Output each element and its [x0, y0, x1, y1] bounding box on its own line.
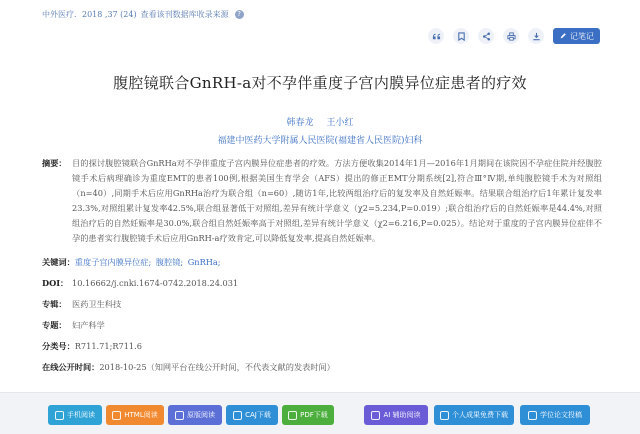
pdf-download-button[interactable]: [282, 405, 334, 425]
pdf-icon: [288, 411, 297, 420]
author-link[interactable]: 韩春龙: [286, 118, 314, 128]
original-read-label: 原版阅读: [187, 411, 215, 419]
doi-row: [42, 276, 602, 291]
graduation-cap-icon: [528, 411, 537, 420]
keyword-link[interactable]: GnRHa;: [187, 257, 221, 267]
mobile-read-button[interactable]: [48, 405, 102, 425]
journal-header: [42, 9, 244, 20]
html-read-label: HTML阅读: [124, 411, 158, 419]
abstract-label: 摘要：: [42, 158, 67, 168]
series-label: 专辑：: [42, 299, 67, 309]
help-icon[interactable]: ?: [235, 10, 244, 19]
take-note-label: 记笔记: [570, 31, 594, 41]
personal-download-button[interactable]: [434, 405, 514, 425]
thesis-submit-label: 学位论文投稿: [540, 411, 582, 419]
series-value: 医药卫生科技: [72, 299, 122, 309]
class-value: R711.71;R711.6: [74, 341, 142, 351]
mobile-read-label: 手机阅读: [67, 411, 95, 419]
html-read-button[interactable]: [106, 405, 164, 425]
topic-value: 妇产科学: [72, 320, 105, 330]
article-toolbar: [428, 28, 600, 44]
doi-label: DOI：: [42, 278, 69, 288]
doi-value: 10.16662/j.cnki.1674-0742.2018.24.031: [72, 278, 239, 288]
ai-read-label: AI 辅助阅读: [383, 411, 421, 419]
online-date-label: 在线公开时间：: [42, 362, 100, 372]
author-link[interactable]: 王小红: [326, 118, 354, 128]
keyword-link[interactable]: 腹腔镜;: [155, 257, 184, 267]
series-row: [42, 297, 602, 312]
pdf-download-label: PDF下载: [300, 411, 328, 419]
affiliation-link[interactable]: 福建中医药大学附属人民医院(福建省人民医院)妇科: [217, 136, 423, 146]
download-icon[interactable]: [528, 28, 544, 44]
class-row: [42, 339, 602, 354]
abstract-row: [42, 156, 602, 246]
caj-download-button[interactable]: [226, 405, 278, 425]
journal-info[interactable]: 中外医疗．2018 ,37 (24): [42, 10, 137, 19]
author-list: [0, 115, 640, 128]
bookmark-icon[interactable]: [453, 28, 469, 44]
note-icon: [559, 32, 567, 40]
personal-download-label: 个人成果免费下载: [452, 411, 508, 419]
caj-download-label: CAJ下载: [245, 411, 271, 419]
abstract-text: 目的探讨腹腔镜联合GnRHa对不孕伴重度子宫内膜异位症患者的疗效。方法方便收集2014年1月—2016年1月期间在该院因不孕症住院并经腹腔镜手术后病理确诊为重度EMT的患者100例,根据美国生育学会（AFS）提出的修正EMT分期系统[2],符合Ⅲ°Ⅳ期,单纯腹腔镜手术为对照组（n=40）,同期手术后应用GnRHa治疗为联合组（n=60）,随访1年,比较两组治疗后的复发率及自然妊娠率。结果联合组治疗后1年累计复发率23.3%,对照组累计复发率42.5%,联合组显著低于对照组,差异有统计学意义（χ2=5.234,P=0.019）;联合组治疗后的自然妊娠率是44.4%,对照组治疗后的自然妊娠率是30.0%,联合组自然妊娠率高于对照组,差异有统计学意义（χ2=6.216,P=0.025）。结论对于重度的子宫内膜异位症伴不孕的患者实行腹腔镜手术后应用GnRH-a疗效肯定,可以降低复发率,提高自然妊娠率。: [72, 158, 602, 243]
download-icon: [440, 411, 449, 420]
online-date-row: [42, 360, 602, 375]
keyword-link[interactable]: 重度子宫内膜异位症;: [74, 257, 152, 267]
share-icon[interactable]: [478, 28, 494, 44]
keywords-label: 关键词：: [42, 257, 75, 267]
take-note-button[interactable]: [553, 28, 600, 44]
topic-row: [42, 318, 602, 333]
online-date-value: 2018-10-25（知网平台在线公开时间，不代表文献的发表时间）: [99, 362, 335, 372]
book-icon: [175, 411, 184, 420]
class-label: 分类号：: [42, 341, 75, 351]
ai-read-button[interactable]: [364, 405, 428, 425]
print-icon[interactable]: [503, 28, 519, 44]
topic-label: 专题：: [42, 320, 67, 330]
keywords-row: [42, 255, 602, 270]
original-read-button[interactable]: [168, 405, 222, 425]
code-icon: [112, 411, 121, 420]
quote-icon[interactable]: [428, 28, 444, 44]
source-link[interactable]: 查看该刊数据库收录来源: [140, 10, 229, 19]
ai-icon: [371, 411, 380, 420]
download-icon: [233, 411, 242, 420]
phone-icon: [55, 411, 64, 420]
thesis-submit-button[interactable]: [520, 405, 590, 425]
article-title: 腹腔镜联合GnRH-a对不孕伴重度子宫内膜异位症患者的疗效: [113, 74, 527, 92]
